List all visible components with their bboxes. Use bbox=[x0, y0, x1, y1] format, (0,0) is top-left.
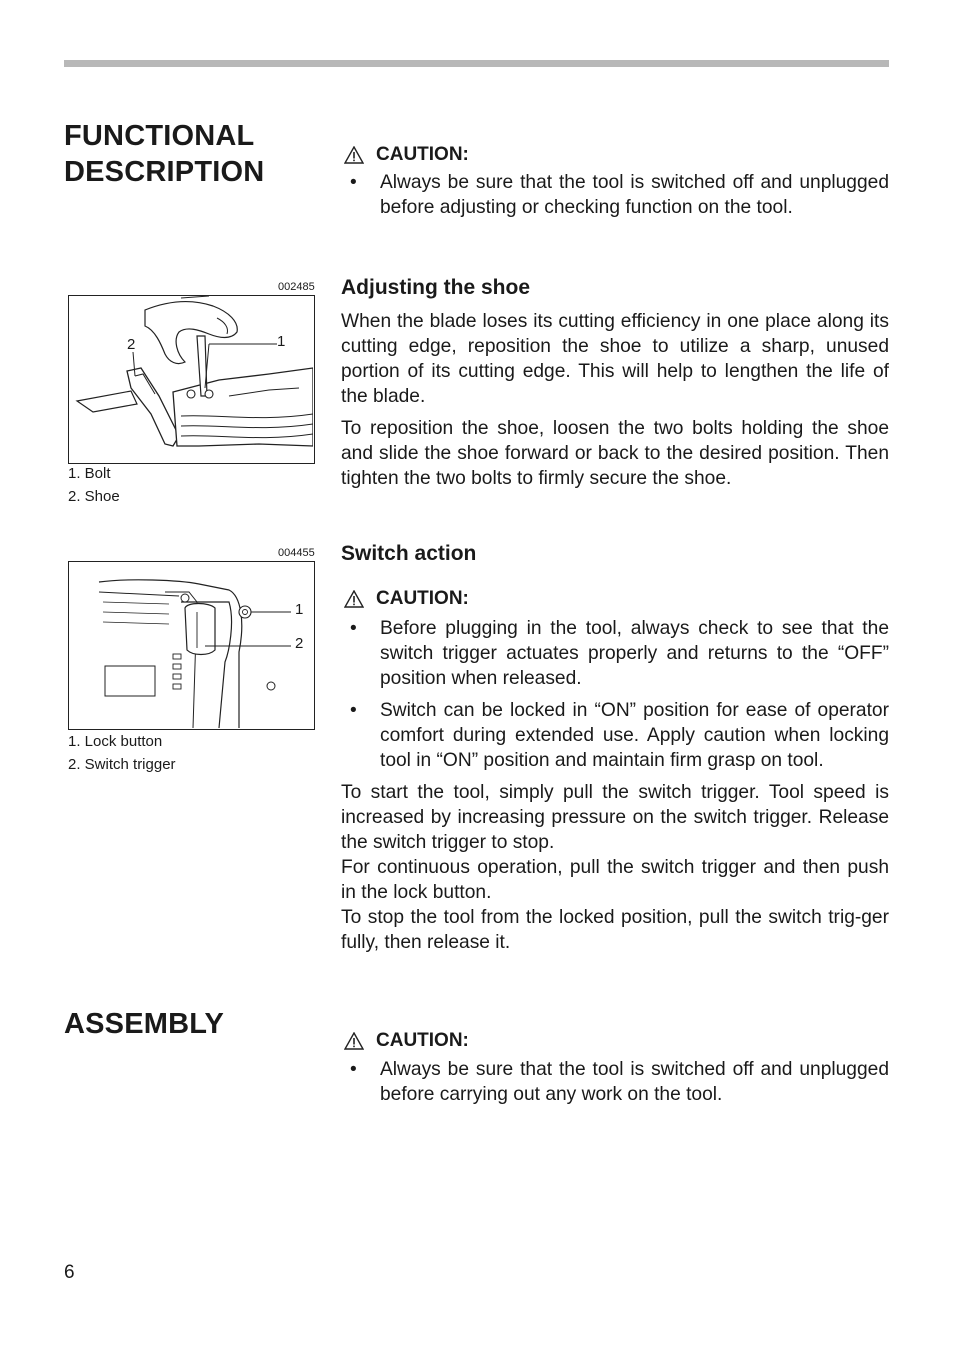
figure-adjusting-shoe bbox=[68, 295, 315, 464]
callout-2: 2 bbox=[127, 336, 136, 353]
warning-triangle-icon bbox=[344, 1032, 364, 1050]
caution-bullet: • Before plugging in the tool, always check to see that the switch trigger actuates properly and returns to the “OFF” position when released. bbox=[341, 616, 889, 691]
figure-caption-shoe: 2. Shoe bbox=[68, 488, 120, 505]
paragraph: When the blade loses its cutting efficiency in one place along its cutting edge, reposition the shoe to utilize a sharp, unused portion of its cutting edge. This will help to lengthen the life of the blade. bbox=[341, 311, 889, 407]
figure-code: 004455 bbox=[278, 547, 315, 559]
adjusting-shoe-section bbox=[341, 275, 889, 491]
callout-1: 1 bbox=[277, 333, 286, 350]
paragraph: For continuous operation, pull the switch trigger and then push in the lock button. bbox=[341, 857, 889, 903]
caution-block-assembly bbox=[341, 1028, 889, 1107]
figure-caption-bolt: 1. Bolt bbox=[68, 465, 111, 482]
warning-triangle-icon bbox=[344, 146, 364, 164]
section-heading-functional-description: FUNCTIONAL DESCRIPTION bbox=[64, 120, 265, 188]
caution-label: CAUTION: bbox=[376, 1030, 469, 1051]
caution-label: CAUTION: bbox=[376, 144, 469, 165]
warning-triangle-icon bbox=[344, 590, 364, 608]
figure-switch-action bbox=[68, 561, 315, 730]
paragraph: To reposition the shoe, loosen the two bolts holding the shoe and slide the shoe forward or back to the desired position. Then tighten the two bolts to firmly secure the shoe. bbox=[341, 418, 889, 489]
callout-1: 1 bbox=[295, 601, 304, 618]
figure-caption-switch-trigger: 2. Switch trigger bbox=[68, 756, 176, 773]
caution-block-functional bbox=[341, 142, 889, 220]
switch-action-section bbox=[341, 541, 889, 955]
caution-label: CAUTION: bbox=[376, 588, 469, 609]
caution-heading bbox=[341, 586, 889, 611]
caution-bullet: • Switch can be locked in “ON” position for ease of operator comfort during extended use. Apply caution when locking tool in “ON” position and maintain firm grasp on tool. bbox=[341, 698, 889, 773]
subheading-switch-action: Switch action bbox=[341, 542, 477, 565]
caution-bullet: • Always be sure that the tool is switched off and unplugged before carrying out any work on the tool. bbox=[341, 1057, 889, 1107]
caution-heading bbox=[341, 142, 889, 167]
switch-illustration bbox=[69, 562, 313, 728]
section-heading-assembly: ASSEMBLY bbox=[64, 1008, 225, 1040]
caution-heading bbox=[341, 1028, 889, 1053]
callout-2: 2 bbox=[295, 635, 304, 652]
paragraph: To start the tool, simply pull the switch trigger. Tool speed is increased by increasing pressure on the switch trigger. Release the switch trigger to stop. bbox=[341, 782, 889, 853]
top-rule bbox=[64, 60, 889, 67]
subheading-adjusting-shoe: Adjusting the shoe bbox=[341, 276, 530, 299]
paragraph: To stop the tool from the locked position, pull the switch trig-ger fully, then release it. bbox=[341, 907, 889, 953]
caution-bullet: • Always be sure that the tool is switched off and unplugged before adjusting or checking function on the tool. bbox=[341, 170, 889, 220]
figure-caption-lock-button: 1. Lock button bbox=[68, 733, 163, 750]
page-number: 6 bbox=[64, 1262, 75, 1283]
shoe-illustration bbox=[69, 296, 313, 462]
figure-code: 002485 bbox=[278, 281, 315, 293]
